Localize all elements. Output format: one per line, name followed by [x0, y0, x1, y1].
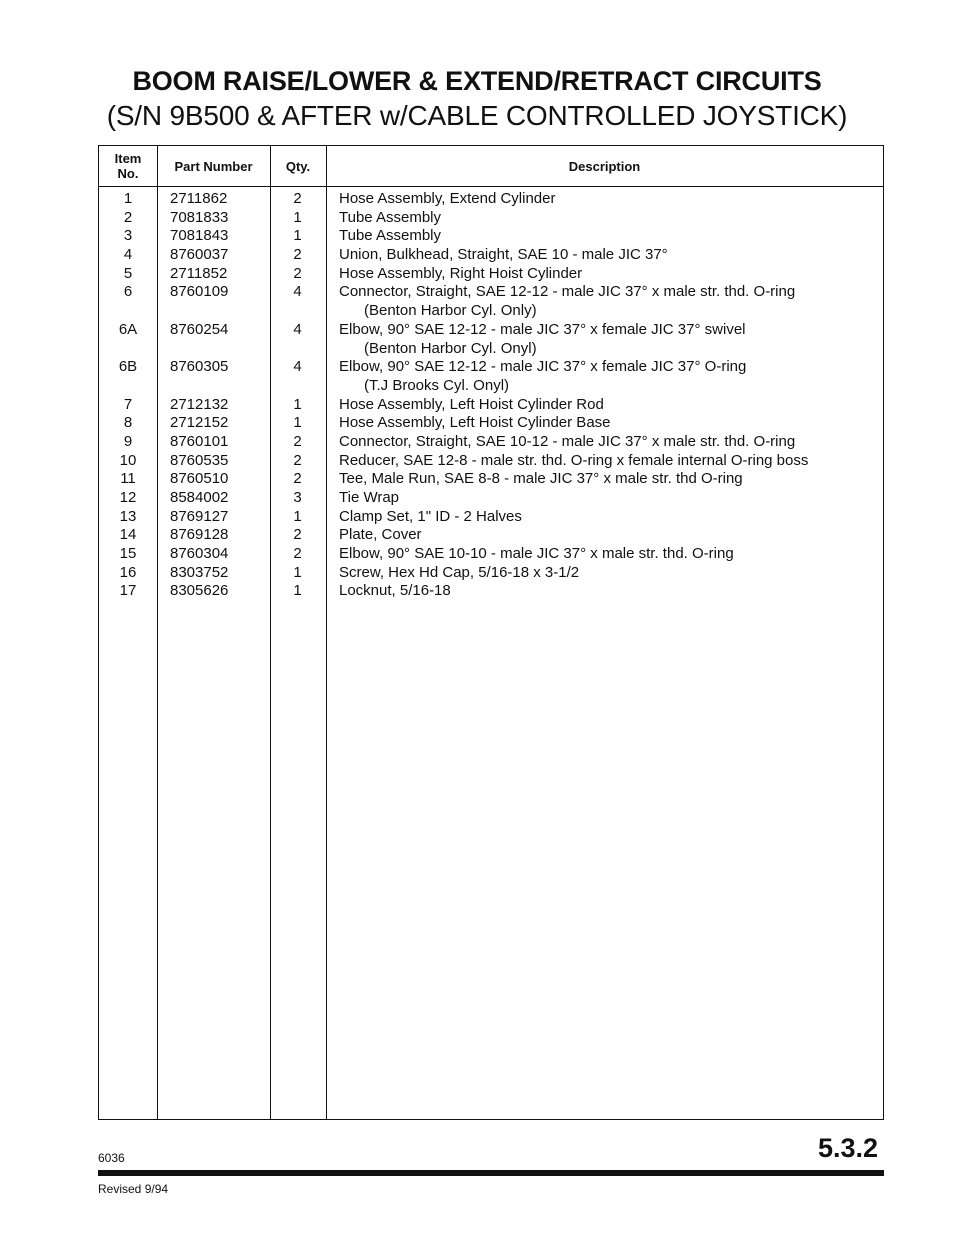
- table-row: [99, 470, 883, 489]
- description-cell: Screw, Hex Hd Cap, 5/16-18 x 3-1/2: [339, 563, 580, 581]
- table-row: [99, 190, 883, 209]
- part-number-cell: 7081843: [170, 227, 229, 245]
- item-no-cell: 5: [123, 264, 133, 282]
- description-cell: Connector, Straight, SAE 12-12 - male JIC 37° x male str. thd. O-ring: [339, 283, 796, 301]
- qty-cell: 2: [293, 246, 302, 264]
- part-number-cell: 8303752: [170, 563, 229, 581]
- part-number-cell: 8760101: [170, 432, 229, 450]
- footer-rule: [98, 1170, 884, 1176]
- qty-cell: 1: [293, 563, 302, 581]
- item-no-cell: 3: [123, 227, 133, 245]
- header-qty: Qty.: [285, 158, 311, 174]
- qty-cell: 2: [293, 190, 302, 207]
- parts-table: [98, 145, 884, 1120]
- description-cell: Elbow, 90° SAE 12-12 - male JIC 37° x female JIC 37° O-ring: [339, 358, 747, 376]
- item-no-cell: 10: [119, 451, 137, 469]
- table-row: [99, 564, 883, 583]
- item-no-cell: 6B: [118, 358, 138, 376]
- item-no-cell: 6: [123, 283, 133, 301]
- part-number-cell: 8760510: [170, 470, 229, 488]
- header-item-no: [99, 146, 157, 186]
- description-cell: Elbow, 90° SAE 12-12 - male JIC 37° x female JIC 37° swivel: [339, 320, 746, 338]
- part-number-cell: 7081833: [170, 208, 229, 226]
- item-no-cell: 16: [119, 563, 137, 581]
- part-number-cell: 2711862: [170, 190, 228, 207]
- qty-cell: 2: [293, 545, 302, 563]
- table-row: [99, 227, 883, 246]
- description-cell: Locknut, 5/16-18: [339, 582, 451, 600]
- description-cell: Tube Assembly: [339, 227, 441, 245]
- qty-cell: 2: [293, 470, 302, 488]
- item-no-cell: 12: [119, 489, 137, 506]
- table-row: [99, 489, 883, 508]
- qty-cell: 4: [293, 320, 302, 338]
- item-no-cell: 8: [123, 414, 133, 432]
- qty-cell: 2: [293, 432, 302, 450]
- description-cell: Hose Assembly, Right Hoist Cylinder: [339, 264, 583, 282]
- document-number: 6036: [98, 1151, 125, 1165]
- table-row: [99, 396, 883, 415]
- part-number-cell: 8760305: [170, 358, 229, 376]
- part-number-cell: 8769128: [170, 526, 229, 544]
- section-number: 5.3.2: [817, 1133, 878, 1163]
- part-number-cell: 2711852: [170, 264, 228, 282]
- item-no-cell: 15: [119, 545, 137, 563]
- description-cell: Tie Wrap: [339, 489, 400, 506]
- description-cell: Union, Bulkhead, Straight, SAE 10 - male JIC 37°: [339, 246, 668, 264]
- item-no-cell: 17: [119, 582, 137, 600]
- page-subtitle: (S/N 9B500 & AFTER w/CABLE CONTROLLED JOYSTICK): [106, 100, 848, 131]
- item-no-cell: 6A: [118, 320, 138, 338]
- part-number-cell: 8760254: [170, 320, 229, 338]
- description-cell: Hose Assembly, Extend Cylinder: [339, 190, 556, 207]
- description-cell: Hose Assembly, Left Hoist Cylinder Base: [339, 414, 611, 432]
- header-divider: [99, 186, 883, 187]
- description-cell: (Benton Harbor Cyl. Only): [364, 302, 537, 320]
- part-number-cell: 8305626: [170, 582, 229, 600]
- part-number-cell: 8769127: [170, 507, 229, 525]
- table-row: [99, 265, 883, 284]
- table-row: [99, 508, 883, 527]
- table-row: [99, 545, 883, 564]
- description-cell: (T.J Brooks Cyl. Onyl): [364, 376, 510, 394]
- qty-cell: 1: [293, 507, 302, 525]
- qty-cell: 2: [293, 526, 302, 544]
- description-cell: Elbow, 90° SAE 10-10 - male JIC 37° x male str. thd. O-ring: [339, 545, 734, 563]
- part-number-cell: 2712132: [170, 395, 229, 413]
- item-no-cell: 14: [119, 526, 137, 544]
- description-cell: Tube Assembly: [339, 208, 441, 226]
- table-row: [99, 302, 883, 321]
- table-row: [99, 414, 883, 433]
- page-title: BOOM RAISE/LOWER & EXTEND/RETRACT CIRCUITS: [132, 66, 822, 96]
- table-row: [99, 340, 883, 359]
- description-cell: Hose Assembly, Left Hoist Cylinder Rod: [339, 395, 604, 413]
- item-no-cell: 11: [120, 470, 136, 488]
- table-row: [99, 246, 883, 265]
- qty-cell: 4: [293, 358, 302, 376]
- qty-cell: 3: [293, 489, 302, 506]
- qty-cell: 1: [293, 414, 302, 432]
- item-no-cell: 9: [123, 432, 133, 450]
- header-description: Description: [568, 158, 641, 174]
- item-no-cell: 4: [123, 246, 133, 264]
- header-part-number: Part Number: [174, 158, 253, 174]
- part-number-cell: 8584002: [170, 489, 229, 506]
- table-row: [99, 526, 883, 545]
- header-item-line1: Item: [114, 151, 142, 166]
- table-body: [99, 190, 883, 601]
- table-row: [99, 582, 883, 601]
- item-no-cell: 13: [119, 507, 137, 525]
- table-row: [99, 283, 883, 302]
- description-cell: Reducer, SAE 12-8 - male str. thd. O-ring x female internal O-ring boss: [339, 451, 809, 469]
- description-cell: (Benton Harbor Cyl. Onyl): [364, 339, 537, 357]
- qty-cell: 2: [293, 264, 302, 282]
- part-number-cell: 2712152: [170, 414, 229, 432]
- part-number-cell: 8760535: [170, 451, 229, 469]
- description-cell: Clamp Set, 1" ID - 2 Halves: [339, 507, 522, 525]
- qty-cell: 1: [293, 227, 302, 245]
- revision-date: Revised 9/94: [98, 1182, 169, 1196]
- part-number-cell: 8760109: [170, 283, 229, 301]
- table-row: [99, 209, 883, 228]
- header-item-line2: No.: [117, 166, 139, 181]
- qty-cell: 4: [293, 283, 302, 301]
- item-no-cell: 2: [123, 208, 133, 226]
- table-row: [99, 452, 883, 471]
- table-row: [99, 433, 883, 452]
- table-row: [99, 358, 883, 377]
- part-number-cell: 8760304: [170, 545, 229, 563]
- qty-cell: 1: [293, 208, 302, 226]
- item-no-cell: 1: [123, 190, 133, 207]
- table-row: [99, 321, 883, 340]
- description-cell: Tee, Male Run, SAE 8-8 - male JIC 37° x male str. thd O-ring: [339, 470, 743, 488]
- qty-cell: 2: [293, 451, 302, 469]
- description-cell: Plate, Cover: [339, 526, 422, 544]
- qty-cell: 1: [293, 582, 302, 600]
- qty-cell: 1: [293, 395, 302, 413]
- item-no-cell: 7: [123, 395, 133, 413]
- table-row: [99, 377, 883, 396]
- part-number-cell: 8760037: [170, 246, 229, 264]
- description-cell: Connector, Straight, SAE 10-12 - male JIC 37° x male str. thd. O-ring: [339, 432, 796, 450]
